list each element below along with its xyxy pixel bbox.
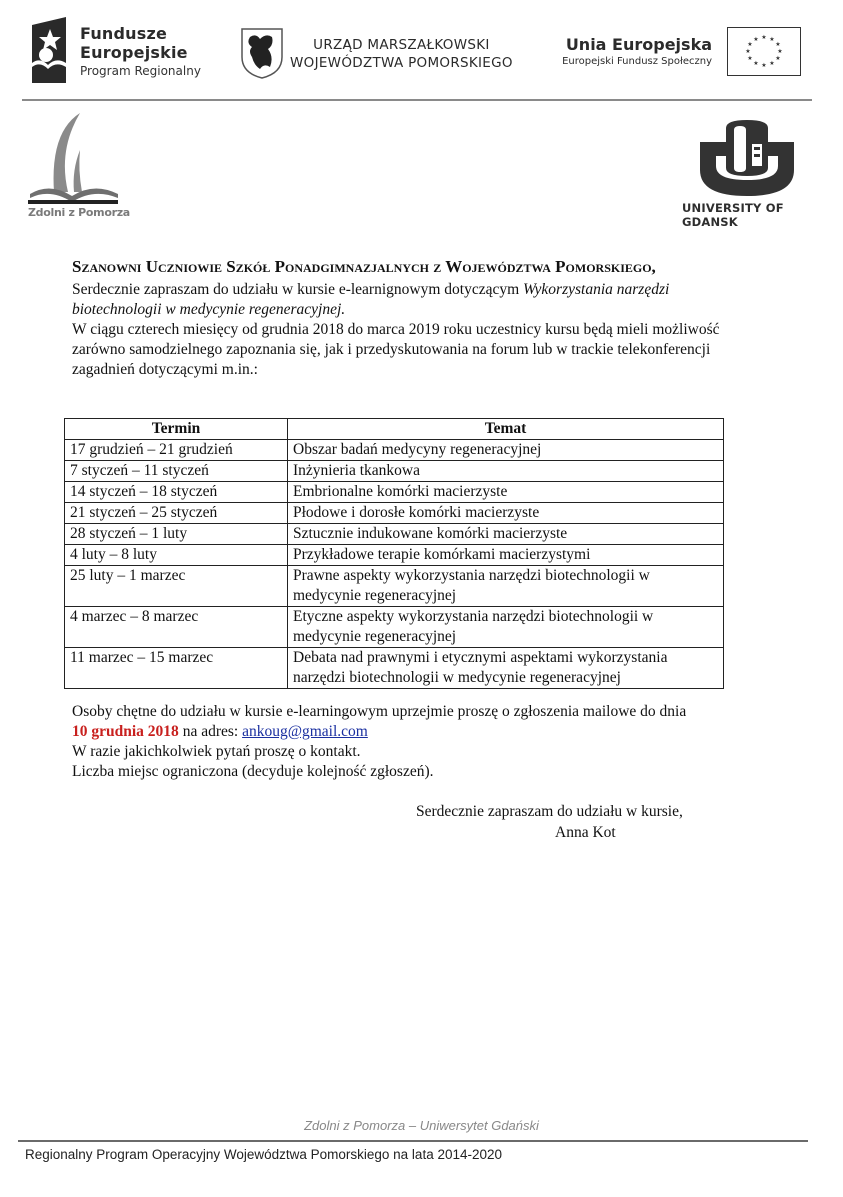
table-row <box>65 566 724 607</box>
temat-cell: Inżynieria tkankowa <box>288 461 724 482</box>
column-header-temat: Temat <box>288 419 724 440</box>
fe-logo <box>30 17 66 83</box>
column-header-termin: Termin <box>65 419 288 440</box>
temat-cell: Etyczne aspekty wykorzystania narzędzi biotechnologii w medycynie regeneracyjnej <box>288 607 724 648</box>
ue-logo-line2: Europejski Fundusz Społeczny <box>562 56 712 67</box>
fe-logo-line2: Europejskie <box>80 43 188 62</box>
termin-cell: 4 luty – 8 luty <box>65 545 288 566</box>
address-label: na adres: <box>178 723 243 740</box>
svg-text:★: ★ <box>747 55 753 62</box>
svg-text:★: ★ <box>747 41 753 48</box>
table-row <box>65 503 724 524</box>
footer-bottom-text: Regionalny Program Operacyjny Województwa Pomorskiego na lata 2014-2020 <box>25 1147 503 1162</box>
description-paragraph: W ciągu czterech miesięcy od grudnia 2018 do marca 2019 roku uczestnicy kursu będą mieli możliwość zarówno samodzielnego zapoznania się, jak i przedyskutowania na forum lub w trackie telekonferencji zagadnień dotyczącymi m.in.: <box>72 321 720 378</box>
fe-logo-line1: Fundusze <box>80 24 168 43</box>
termin-cell: 11 marzec – 15 marzec <box>65 648 288 689</box>
svg-text:★: ★ <box>761 62 767 69</box>
eu-flag <box>727 27 801 76</box>
university-of-gdansk-icon <box>700 120 794 196</box>
fundusze-europejskie-icon <box>30 17 66 83</box>
temat-cell: Prawne aspekty wykorzystania narzędzi biotechnologii w medycynie regeneracyjnej <box>288 566 724 607</box>
svg-text:★: ★ <box>775 41 781 48</box>
um-logo-text <box>290 36 513 72</box>
svg-text:★: ★ <box>753 36 759 43</box>
ue-logo-line1: Unia Europejska <box>565 35 712 54</box>
limited-places-line: Liczba miejsc ograniczona (decyduje kolejność zgłoszeń). <box>72 763 434 780</box>
table-header-row <box>65 419 724 440</box>
eu-stars-icon <box>728 28 800 75</box>
table-row <box>65 440 724 461</box>
signature-name: Anna Kot <box>555 824 616 841</box>
table-row <box>65 461 724 482</box>
temat-cell: Płodowe i dorosłe komórki macierzyste <box>288 503 724 524</box>
course-title: Wykorzystania narzędzi biotechnologii w medycynie regeneracyjnej. <box>72 281 670 318</box>
temat-cell: Sztucznie indukowane komórki macierzyste <box>288 524 724 545</box>
closing-line: Serdecznie zapraszam do udziału w kursie, <box>416 803 683 820</box>
footer-top-text: Zdolni z Pomorza – Uniwersytet Gdański <box>304 1118 539 1133</box>
temat-cell: Obszar badań medycyny regeneracyjnej <box>288 440 724 461</box>
signup-line2 <box>72 722 792 742</box>
signature-block <box>416 801 683 843</box>
svg-text:★: ★ <box>769 36 775 43</box>
temat-cell: Przykładowe terapie komórkami macierzystymi <box>288 545 724 566</box>
temat-cell: Debata nad prawnymi i etycznymi aspektami wykorzystania narzędzi biotechnologii w medycynie regeneracyjnej <box>288 648 724 689</box>
pomorskie-crest <box>240 27 284 79</box>
signup-info <box>72 702 792 782</box>
termin-cell: 14 styczeń – 18 styczeń <box>65 482 288 503</box>
svg-text:★: ★ <box>769 60 775 67</box>
deadline-date: 10 grudnia 2018 <box>72 723 179 740</box>
intro-text: Serdecznie zapraszam do udziału w kursie e-learnignowym dotyczącym <box>72 281 524 298</box>
svg-text:★: ★ <box>777 48 783 55</box>
table-row <box>65 524 724 545</box>
fe-logo-line3: Program Regionalny <box>80 64 201 78</box>
table-row <box>65 545 724 566</box>
ug-logo <box>700 120 794 196</box>
um-logo-line1: URZĄD MARSZAŁKOWSKI <box>313 37 490 53</box>
letter-body <box>72 255 762 380</box>
ug-caption: UNIVERSITY OF GDANSK <box>682 201 784 229</box>
svg-text:★: ★ <box>775 55 781 62</box>
termin-cell: 21 styczeń – 25 styczeń <box>65 503 288 524</box>
schedule-table <box>64 418 724 689</box>
zdolni-z-pomorza-caption: Zdolni z Pomorza <box>28 206 130 219</box>
table-row <box>65 607 724 648</box>
termin-cell: 17 grudzień – 21 grudzień <box>65 440 288 461</box>
zdolni-z-pomorza-logo <box>22 110 124 205</box>
email-link[interactable]: ankoug@gmail.com <box>242 723 368 740</box>
table-row <box>65 482 724 503</box>
svg-text:★: ★ <box>753 60 759 67</box>
svg-text:★: ★ <box>745 48 751 55</box>
signup-line1: Osoby chętne do udziału w kursie e-learningowym uprzejmie proszę o zgłoszenia mailowe do dnia <box>72 703 687 720</box>
ue-logo-text <box>552 35 712 69</box>
table-row <box>65 648 724 689</box>
svg-text:★: ★ <box>761 34 767 41</box>
termin-cell: 4 marzec – 8 marzec <box>65 607 288 648</box>
letter-title: Szanowni Uczniowie Szkół Ponadgimnazjalnych z Województwa Pomorskiego, <box>72 257 656 276</box>
termin-cell: 7 styczeń – 11 styczeń <box>65 461 288 482</box>
footer-divider <box>18 1140 808 1142</box>
intro-paragraph <box>72 280 762 320</box>
header-divider <box>22 99 812 101</box>
sailboat-book-icon <box>22 110 124 205</box>
fe-logo-text <box>80 24 201 80</box>
temat-cell: Embrionalne komórki macierzyste <box>288 482 724 503</box>
contact-line: W razie jakichkolwiek pytań proszę o kontakt. <box>72 743 361 760</box>
um-logo-line2: WOJEWÓDZTWA POMORSKIEGO <box>290 55 513 71</box>
termin-cell: 25 luty – 1 marzec <box>65 566 288 607</box>
termin-cell: 28 styczeń – 1 luty <box>65 524 288 545</box>
griffin-crest-icon <box>240 27 284 79</box>
